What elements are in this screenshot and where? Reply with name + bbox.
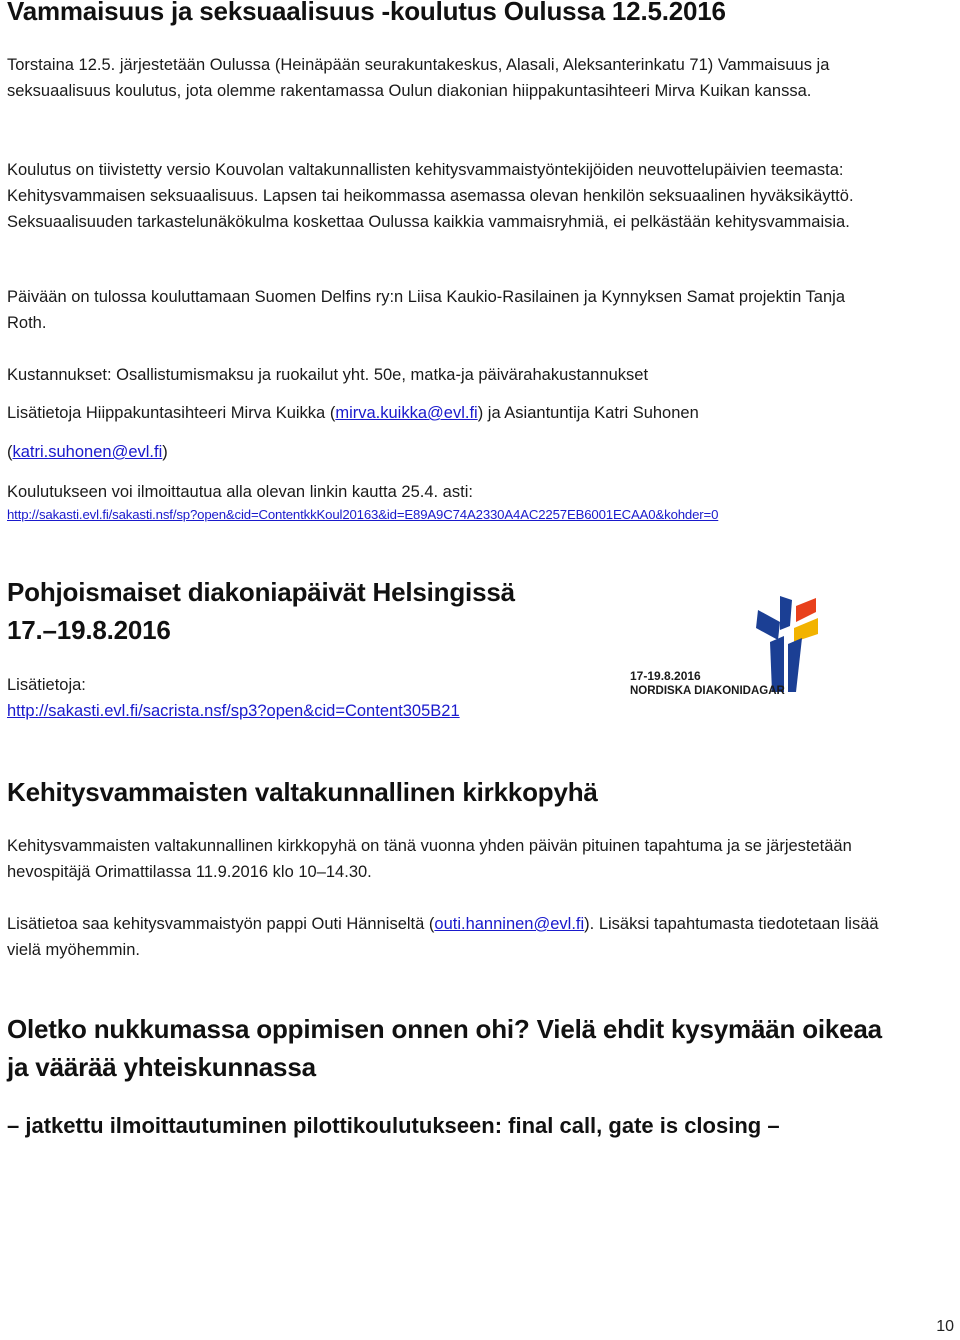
lisatietoja-middle: ) ja Asiantuntija Katri Suhonen bbox=[477, 404, 699, 422]
kirkkopyha-lisatietoa-suffix: ). Lisäksi tapahtumasta tiedotetaan lisää vielä myöhemmin. bbox=[7, 915, 879, 959]
nordiska-diakonidagar-logo bbox=[630, 596, 820, 706]
paragraph-kustannukset: Kustannukset: Osallistumismaksu ja ruokailut yht. 50e, matka-ja päivärahakustannukset bbox=[7, 366, 649, 384]
diakoniapaivat-title-line2: 17.–19.8.2016 bbox=[7, 615, 171, 645]
paragraph-ilmoittautuminen: Koulutukseen voi ilmoittautua alla olevan linkin kautta 25.4. asti: bbox=[7, 483, 473, 501]
paragraph-katri bbox=[7, 439, 168, 465]
logo-right-arm-red bbox=[796, 598, 816, 622]
section-title-pilottikoulutus: Oletko nukkumassa oppimisen onnen ohi? Vielä ehdit kysymään oikeaa ja väärää yhteiskunnassa bbox=[7, 1014, 882, 1082]
page-number: 10 bbox=[936, 1318, 954, 1335]
registration-link[interactable]: http://sakasti.evl.fi/sakasti.nsf/sp?open&cid=ContentkkKoul20163&id=E89A9C74A2330A4AC2257EB6001ECAA0&kohder=0 bbox=[7, 507, 719, 522]
cross-logo-icon bbox=[630, 596, 820, 706]
diakoniapaivat-link[interactable]: http://sakasti.evl.fi/sacrista.nsf/sp3?open&cid=Content305B21 bbox=[7, 702, 460, 720]
diakoniapaivat-title-line1: Pohjoismaiset diakoniapäivät Helsingissä bbox=[7, 577, 515, 607]
paragraph-lisatietoja bbox=[7, 400, 699, 426]
section-title-kirkkopyha: Kehitysvammaisten valtakunnallinen kirkkopyhä bbox=[7, 777, 598, 807]
logo-stem bbox=[770, 636, 784, 692]
paragraph-kirkkopyha: Kehitysvammaisten valtakunnallinen kirkkopyhä on tänä vuonna yhden päivän pituinen tapahtuma ja se järjestetään hevospitäjä Orimattilassa 11.9.2016 klo 10–14.30. bbox=[7, 837, 852, 881]
email-link-outi[interactable]: outi.hanninen@evl.fi bbox=[434, 915, 585, 933]
katri-prefix: ( bbox=[7, 443, 13, 461]
section-title-diakoniapaivat bbox=[7, 573, 515, 649]
logo-date-text: 17-19.8.2016 bbox=[630, 669, 701, 683]
paragraph-kouluttajat: Päivään on tulossa kouluttamaan Suomen Delfins ry:n Liisa Kaukio-Rasilainen ja Kynnyksen Samat projektin Tanja Roth. bbox=[7, 288, 845, 332]
section-title-vammaisuus: Vammaisuus ja seksuaalisuus -koulutus Oulussa 12.5.2016 bbox=[7, 0, 726, 26]
email-link-katri[interactable]: katri.suhonen@evl.fi bbox=[12, 443, 163, 461]
logo-left-arm bbox=[756, 610, 780, 640]
paragraph-koulutus: Koulutus on tiivistetty versio Kouvolan valtakunnallisten kehitysvammaistyöntekijöiden neuvottelupäivien teemasta: Kehitysvammaisen seksuaalisuus. Lapsen tai heikommassa asemassa olevan henkilön seksuaalinen hyväksikäyttö. Seksuaalisuuden tarkastelunäkökulma koskettaa Oulussa kaikkia vammaisryhmiä, ei pelkästään kehitysvammaisia. bbox=[7, 161, 854, 231]
logo-stem-right bbox=[788, 638, 802, 692]
diakoniapaivat-info-label: Lisätietoja: bbox=[7, 676, 86, 694]
logo-name-text: NORDISKA DIAKONIDAGAR bbox=[630, 685, 785, 697]
katri-suffix: ) bbox=[162, 443, 168, 461]
section-subtitle-pilottikoulutus: – jatkettu ilmoittautuminen pilottikoulutukseen: final call, gate is closing – bbox=[7, 1113, 780, 1138]
logo-top-bar bbox=[780, 596, 792, 630]
paragraph-intro: Torstaina 12.5. järjestetään Oulussa (Heinäpään seurakuntakeskus, Alasali, Aleksanterinkatu 71) Vammaisuus ja seksuaalisuus koulutus, jota olemme rakentamassa Oulun diakonian hiippakuntasihteeri Mirva Kuikan kanssa. bbox=[7, 56, 830, 100]
logo-right-arm-yellow bbox=[794, 618, 818, 642]
paragraph-kirkkopyha-lisatietoa bbox=[7, 911, 912, 963]
lisatietoja-prefix: Lisätietoja Hiippakuntasihteeri Mirva Kuikka ( bbox=[7, 404, 336, 422]
kirkkopyha-lisatietoa-prefix: Lisätietoa saa kehitysvammaistyön pappi Outi Hänniseltä ( bbox=[7, 915, 435, 933]
email-link-mirva[interactable]: mirva.kuikka@evl.fi bbox=[335, 404, 478, 422]
